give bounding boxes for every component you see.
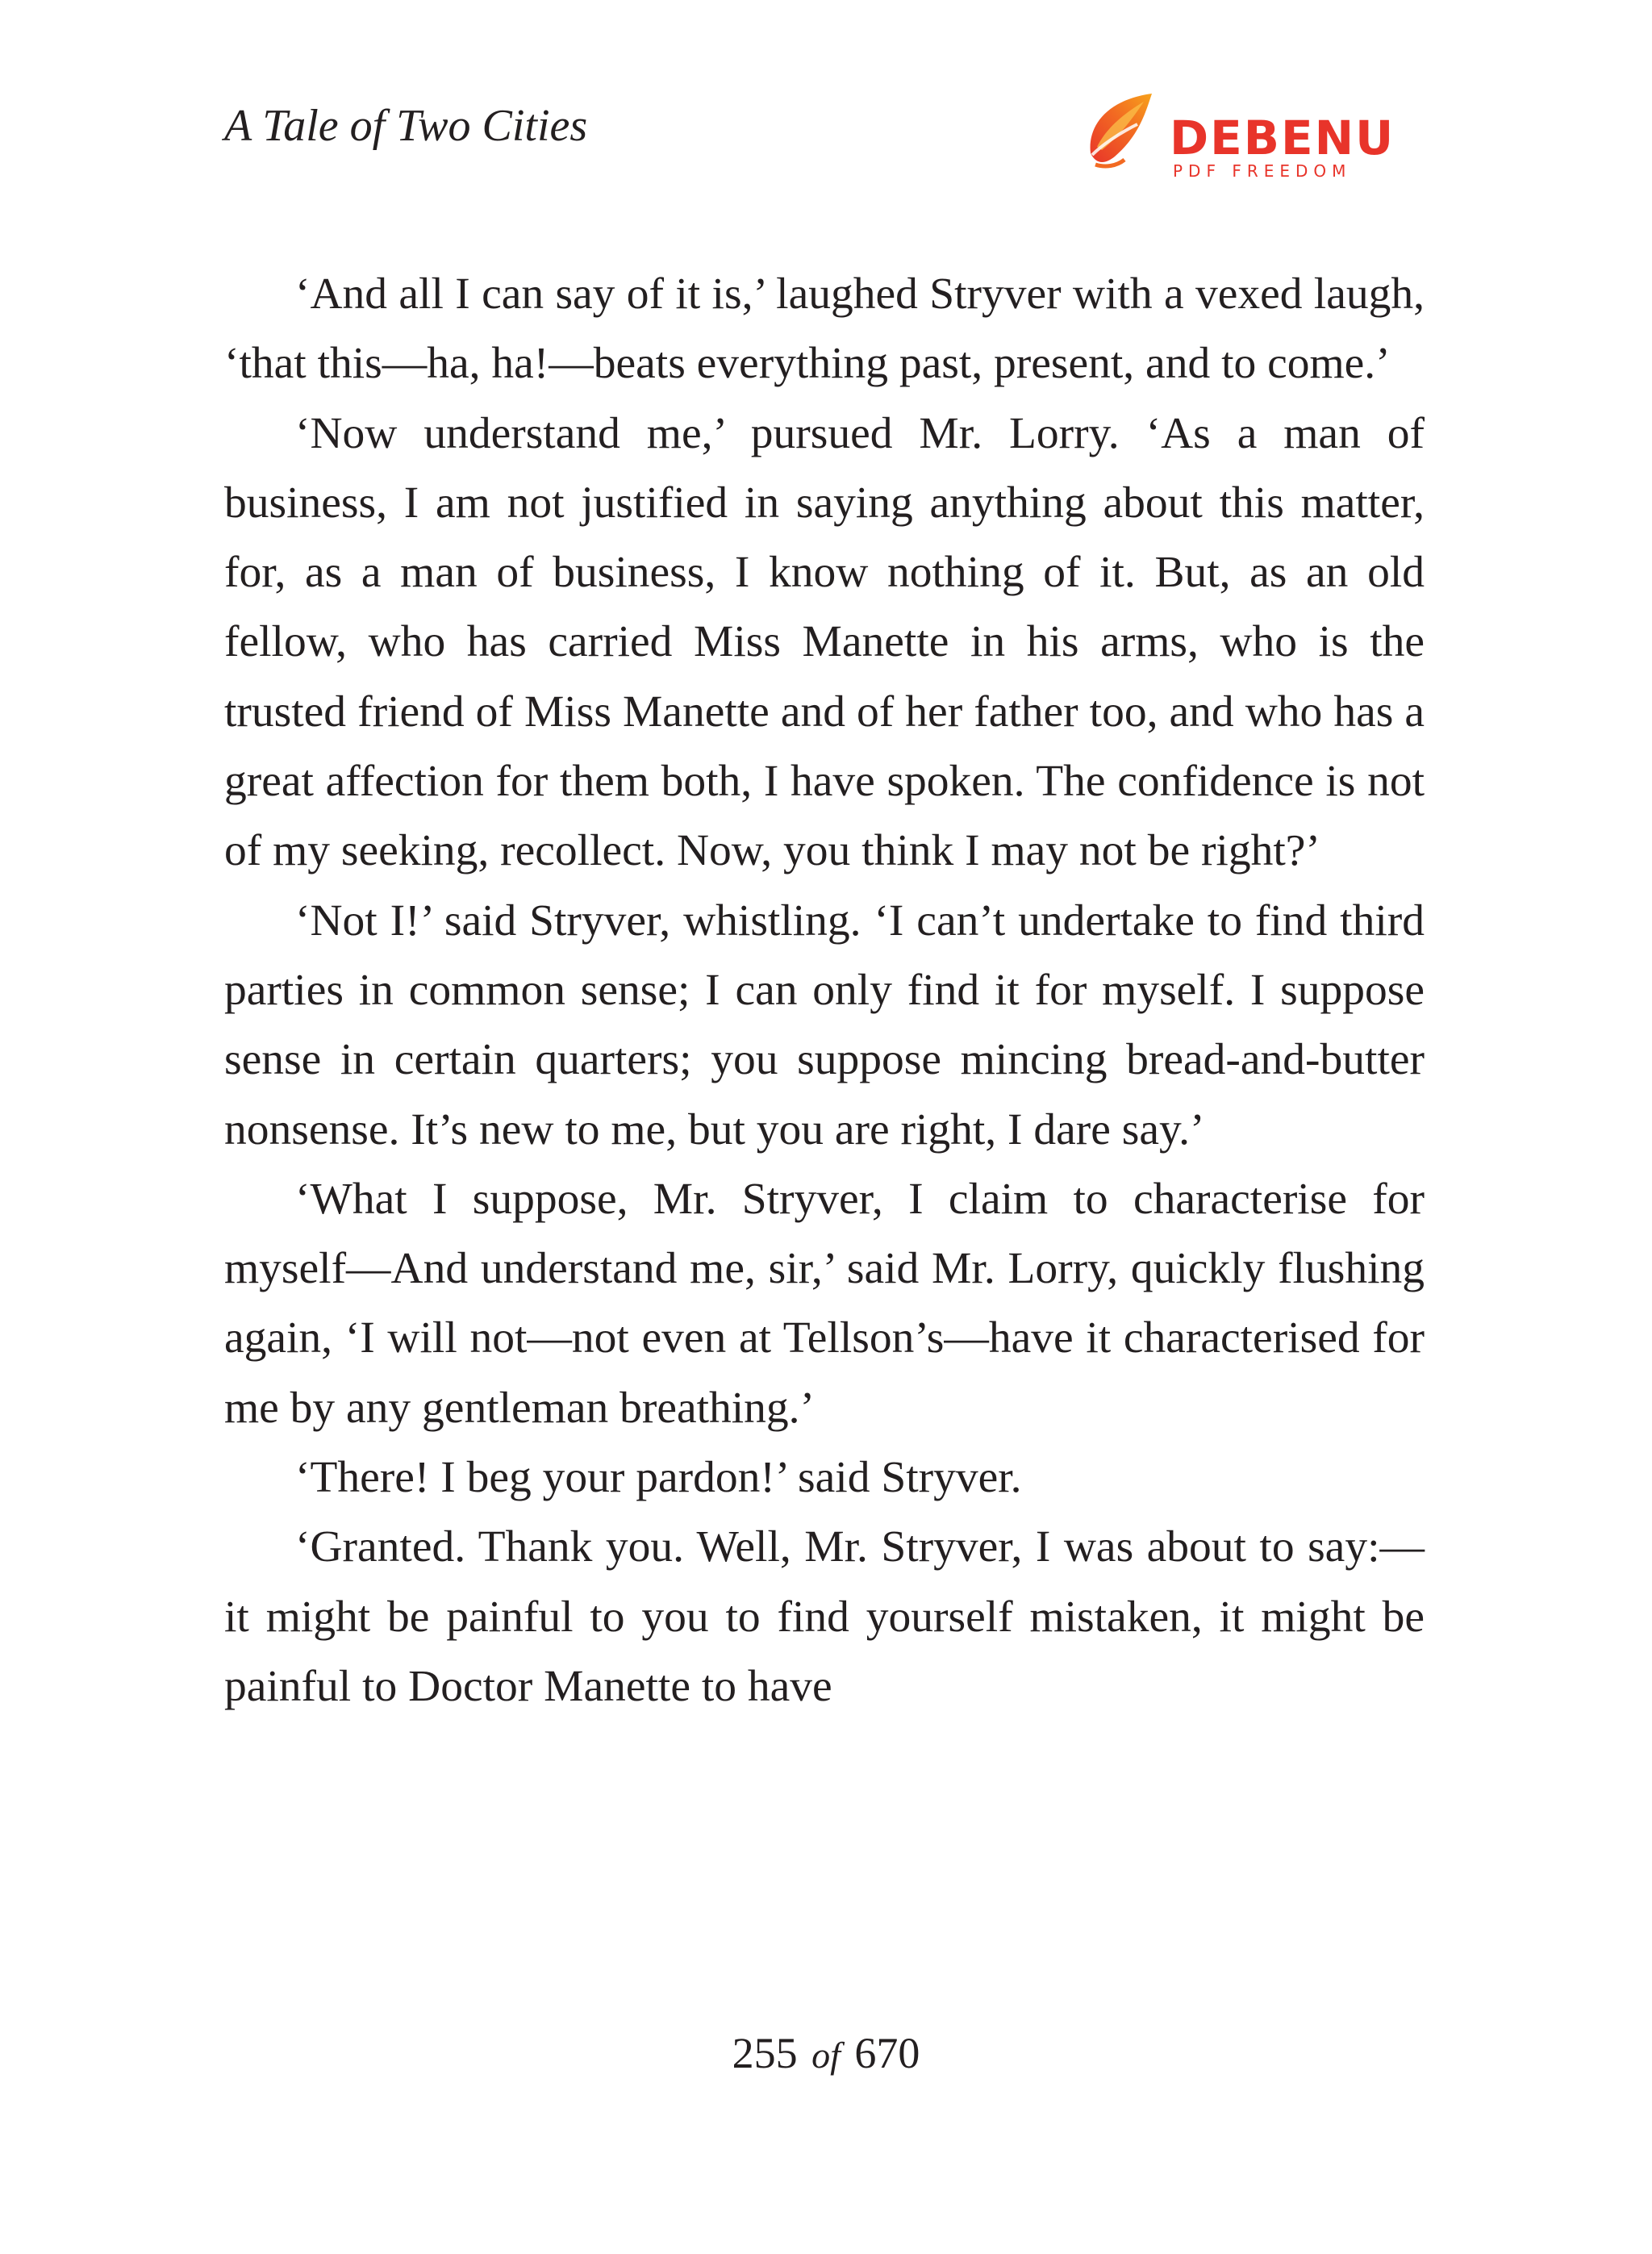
page-total: 670 [854,2029,920,2077]
debenu-logo [1081,89,1395,181]
page-current: 255 [732,2029,798,2077]
paragraph: ‘What I suppose, Mr. Stryver, I claim to characterise for myself—And understand me, sir,’ said Mr. Lorry, quickly flushing again, ‘I will not—not even at Tellson’s—have it characterised for me by any gentleman breathing.’ [224,1174,1425,1433]
page-number [0,2031,1652,2075]
book-title: A Tale of Two Cities [224,101,588,151]
page-body [224,260,1425,1722]
page-header [0,0,1652,210]
paragraph: ‘Granted. Thank you. Well, Mr. Stryver, I was about to say:—it might be painful to you to find yourself mistaken, it might be painful to Doctor Manette to have [224,1522,1425,1711]
paragraph: ‘And all I can say of it is,’ laughed Stryver with a vexed laugh, ‘that this—ha, ha!—beats everything past, present, and to come.’ [224,269,1425,389]
logo-tagline: PDF FREEDOM [1173,161,1352,181]
page-of-label: of [811,2035,841,2076]
logo-wordmark: DEBENU [1170,111,1395,165]
paragraph: ‘Now understand me,’ pursued Mr. Lorry. ‘As a man of business, I am not justified in saying anything about this matter, for, as a man of business, I know nothing of it. But, as an old fellow, who has carried Miss Manette in his arms, who is the trusted friend of Miss Manette and of her father too, and who has a great affection for them both, I have spoken. The confidence is not of my seeking, recollect. Now, you think I may not be right?’ [224,408,1425,876]
flame-leaf-logo-icon [1081,89,1162,177]
paragraph: ‘There! I beg your pardon!’ said Stryver. [295,1453,1022,1503]
paragraph: ‘Not I!’ said Stryver, whistling. ‘I can’t undertake to find third parties in common sense; I can only find it for myself. I suppose sense in certain quarters; you suppose mincing bread-and-butter nonsense. It’s new to me, but you are right, I dare say.’ [224,895,1425,1154]
